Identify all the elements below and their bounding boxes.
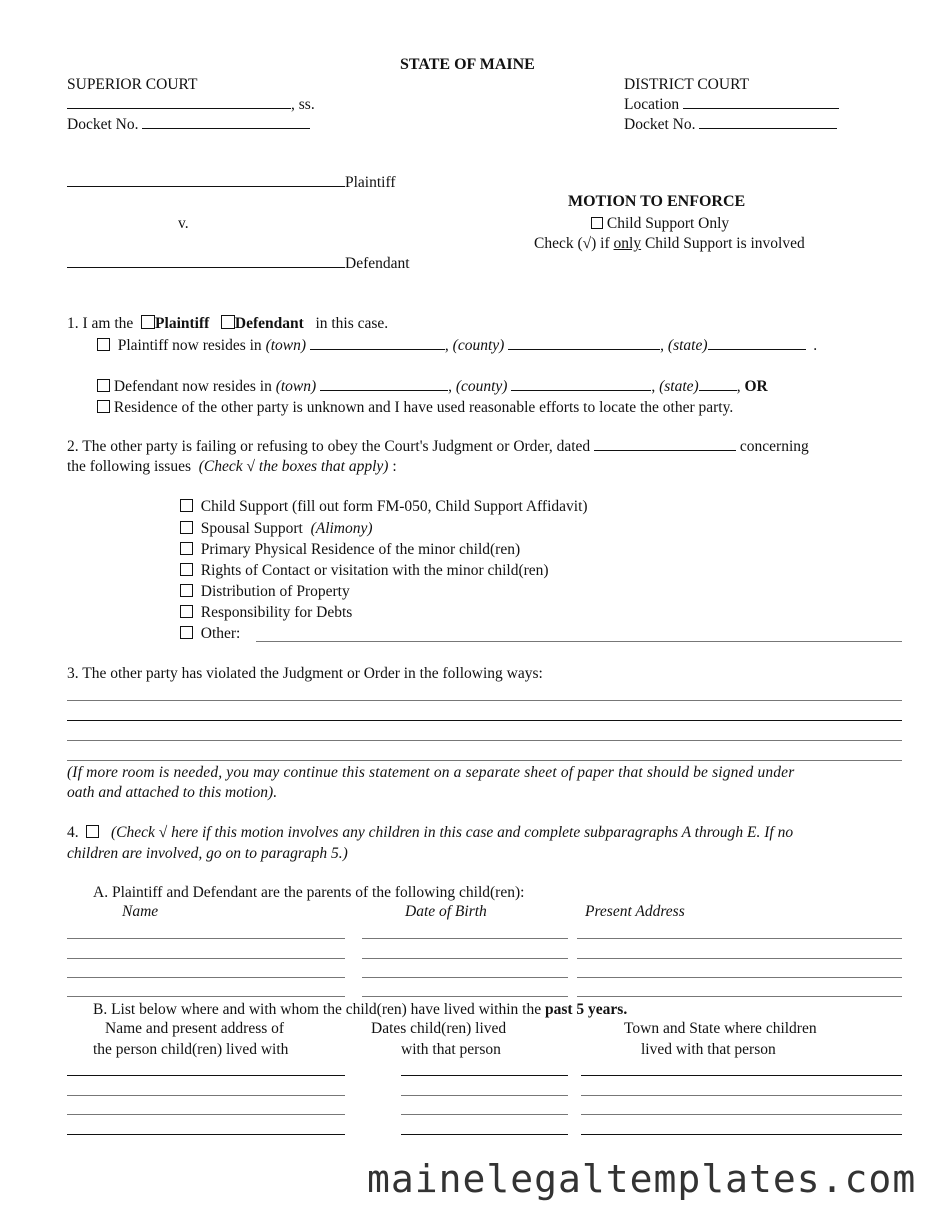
issue-spousal-support: Spousal Support (Alimony) — [180, 520, 373, 538]
docket-left[interactable]: Docket No. — [67, 116, 310, 134]
issue-property: Distribution of Property — [180, 583, 350, 601]
p4b-text: B. List below where and with whom the child(ren) have lived within the past 5 years. — [93, 1001, 628, 1018]
plaintiff-town-field[interactable] — [310, 348, 445, 350]
defendant-line[interactable]: Defendant — [67, 255, 410, 273]
residence-person-field[interactable] — [67, 1075, 345, 1076]
p4-line1: 4. (Check √ here if this motion involves any children in this case and complete subparagraphs A through E. If no — [67, 824, 794, 841]
watermark-url: mainelegaltemplates.com — [367, 1157, 917, 1201]
issue-residence: Primary Physical Residence of the minor child(ren) — [180, 541, 520, 559]
p4a-text: A. Plaintiff and Defendant are the parents of the following child(ren): — [93, 884, 525, 901]
defendant-residence-checkbox[interactable] — [97, 379, 110, 392]
p4-line2: children are involved, go on to paragraph 5.) — [67, 845, 348, 862]
p2-line2: the following issues (Check √ the boxes that apply) : — [67, 458, 397, 475]
b-col2-l2: with that person — [401, 1041, 501, 1058]
order-date-field[interactable] — [594, 449, 736, 451]
violation-line[interactable] — [67, 720, 902, 721]
defendant-state-field[interactable] — [699, 389, 737, 391]
issue-checkbox[interactable] — [180, 563, 193, 576]
col-name-label: Name — [122, 903, 159, 920]
defendant-checkbox[interactable] — [221, 315, 235, 329]
issue-other: Other: — [180, 625, 240, 643]
superior-court-label: SUPERIOR COURT — [67, 76, 198, 93]
residence-person-field[interactable] — [67, 1095, 345, 1096]
child-dob-field[interactable] — [362, 958, 568, 959]
child-name-field[interactable] — [67, 938, 345, 939]
child-address-field[interactable] — [577, 996, 902, 997]
party-role-row: 1. I am the Plaintiff Defendant in this case. — [67, 315, 389, 332]
district-court-label: DISTRICT COURT — [624, 76, 749, 93]
residence-town-field[interactable] — [581, 1134, 902, 1135]
b-col3-l2: lived with that person — [641, 1041, 776, 1058]
other-issue-field[interactable] — [256, 641, 902, 642]
motion-title: MOTION TO ENFORCE — [568, 193, 746, 210]
residence-unknown-checkbox[interactable] — [97, 400, 110, 413]
plaintiff-checkbox[interactable] — [141, 315, 155, 329]
violation-line[interactable] — [67, 700, 902, 701]
p3-text: 3. The other party has violated the Judgment or Order in the following ways: — [67, 665, 543, 682]
child-name-field[interactable] — [67, 958, 345, 959]
residence-town-field[interactable] — [581, 1095, 902, 1096]
residence-town-field[interactable] — [581, 1075, 902, 1076]
p3-note-line1: (If more room is needed, you may continue this statement on a separate sheet of paper that should be signed under — [67, 764, 795, 781]
children-involved-checkbox[interactable] — [86, 825, 99, 838]
issue-debts: Responsibility for Debts — [180, 604, 352, 622]
residence-town-field[interactable] — [581, 1114, 902, 1115]
defendant-county-field[interactable] — [511, 389, 651, 391]
docket-right[interactable]: Docket No. — [624, 116, 837, 134]
plaintiff-county-field[interactable] — [508, 348, 660, 350]
p3-note-line2: oath and attached to this motion). — [67, 784, 278, 801]
issue-checkbox[interactable] — [180, 626, 193, 639]
child-dob-field[interactable] — [362, 996, 568, 997]
child-support-only-option[interactable]: Child Support Only — [591, 215, 729, 233]
child-dob-field[interactable] — [362, 938, 568, 939]
violation-line[interactable] — [67, 740, 902, 741]
plaintiff-line[interactable]: Plaintiff — [67, 174, 396, 192]
check-instruction: Check (√) if only Child Support is involved — [534, 235, 805, 252]
residence-person-field[interactable] — [67, 1134, 345, 1135]
defendant-town-field[interactable] — [320, 389, 448, 391]
versus-label: v. — [178, 215, 189, 232]
child-address-field[interactable] — [577, 938, 902, 939]
b-col1-l2: the person child(ren) lived with — [93, 1041, 289, 1058]
plaintiff-state-field[interactable] — [708, 348, 806, 350]
residence-dates-field[interactable] — [401, 1114, 568, 1115]
b-col3-l1: Town and State where children — [624, 1020, 817, 1037]
issue-contact: Rights of Contact or visitation with the minor child(ren) — [180, 562, 549, 580]
location-field[interactable]: Location — [624, 96, 839, 114]
child-name-field[interactable] — [67, 996, 345, 997]
p2-line1: 2. The other party is failing or refusing to obey the Court's Judgment or Order, dated concerning — [67, 438, 809, 455]
residence-unknown-row: Residence of the other party is unknown and I have used reasonable efforts to locate the other party. — [97, 399, 733, 417]
issue-checkbox[interactable] — [180, 584, 193, 597]
col-address-label: Present Address — [585, 903, 685, 920]
b-col1-l1: Name and present address of — [105, 1020, 285, 1037]
issue-checkbox[interactable] — [180, 499, 193, 512]
residence-dates-field[interactable] — [401, 1075, 568, 1076]
defendant-residence-row: Defendant now resides in (town) , (county) , (state) , OR — [97, 378, 768, 396]
residence-dates-field[interactable] — [401, 1134, 568, 1135]
issue-checkbox[interactable] — [180, 605, 193, 618]
state-heading: STATE OF MAINE — [400, 56, 535, 73]
child-address-field[interactable] — [577, 958, 902, 959]
plaintiff-residence-checkbox[interactable] — [97, 338, 110, 351]
issue-checkbox[interactable] — [180, 542, 193, 555]
violation-line[interactable] — [67, 760, 902, 761]
residence-dates-field[interactable] — [401, 1095, 568, 1096]
b-col2-l1: Dates child(ren) lived — [371, 1020, 507, 1037]
issue-child-support: Child Support (fill out form FM-050, Child Support Affidavit) — [180, 498, 588, 516]
issue-checkbox[interactable] — [180, 521, 193, 534]
child-dob-field[interactable] — [362, 977, 568, 978]
child-address-field[interactable] — [577, 977, 902, 978]
child-support-only-checkbox[interactable] — [591, 217, 603, 229]
residence-person-field[interactable] — [67, 1114, 345, 1115]
col-dob-label: Date of Birth — [405, 903, 487, 920]
county-ss-line[interactable]: , ss. — [67, 96, 315, 114]
child-name-field[interactable] — [67, 977, 345, 978]
plaintiff-residence-row: Plaintiff now resides in (town) , (county) , (state) . — [97, 337, 817, 355]
